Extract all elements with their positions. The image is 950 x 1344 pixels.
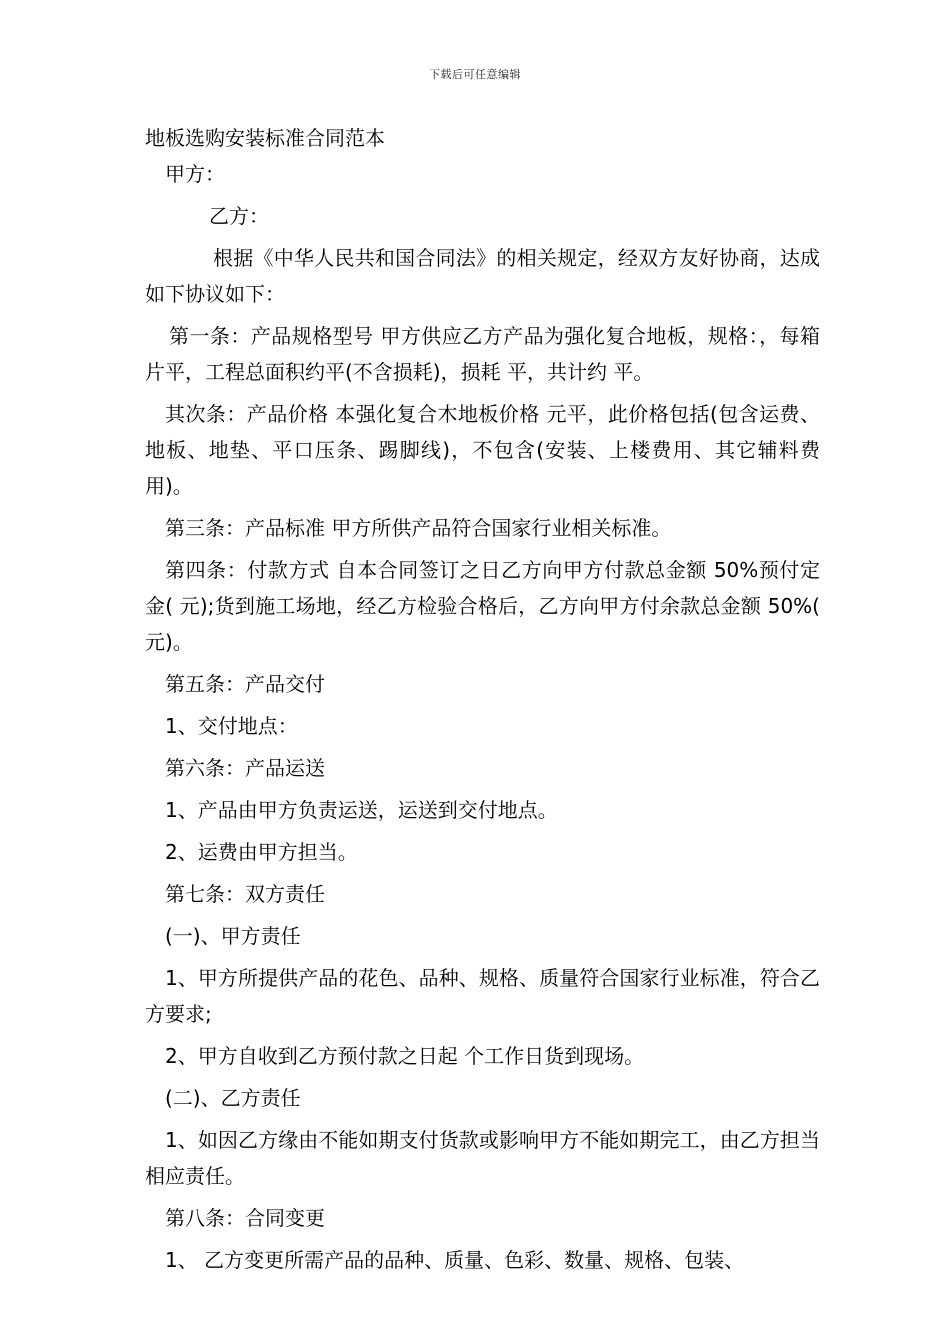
party-a-line: 甲方： xyxy=(165,162,225,186)
document-body xyxy=(145,120,820,1284)
document-title: 地板选购安装标准合同范本 xyxy=(145,126,385,150)
party-b-line: 乙方： xyxy=(209,204,269,228)
article-6: 第六条：产品运送 xyxy=(165,756,325,780)
article-7-section-a: (一)、甲方责任 xyxy=(165,924,301,948)
article-7-b-item-1: 1、如因乙方缘由不能如期支付货款或影响甲方不能如期完工，由乙方担当相应责任。 xyxy=(145,1128,820,1188)
article-6-item-1: 1、产品由甲方负责运送，运送到交付地点。 xyxy=(165,798,558,822)
header-note: 下载后可任意编辑 xyxy=(429,68,521,81)
article-7: 第七条：双方责任 xyxy=(165,882,325,906)
article-1: 第一条：产品规格型号 甲方供应乙方产品为强化复合地板，规格：，每箱片平，工程总面积约平(不含损耗)，损耗 平，共计约 平。 xyxy=(145,324,820,384)
article-8: 第八条：合同变更 xyxy=(165,1206,325,1230)
article-4: 第四条：付款方式 自本合同签订之日乙方向甲方付款总金额 50%预付定金( 元);货到施工场地，经乙方检验合格后，乙方向甲方付余款总金额 50%( 元)。 xyxy=(145,558,820,654)
article-7-a-item-1: 1、甲方所提供产品的花色、品种、规格、质量符合国家行业标准，符合乙方要求; xyxy=(145,966,820,1026)
article-2: 其次条：产品价格 本强化复合木地板价格 元平，此价格包括(包含运费、地板、地垫、平口压条、踢脚线)，不包含(安装、上楼费用、其它辅料费用)。 xyxy=(145,402,820,498)
article-7-section-b: (二)、乙方责任 xyxy=(165,1086,301,1110)
intro-paragraph: 根据《中华人民共和国合同法》的相关规定，经双方友好协商，达成如下协议如下： xyxy=(145,246,820,306)
article-5: 第五条：产品交付 xyxy=(165,672,325,696)
article-7-a-item-2: 2、甲方自收到乙方预付款之日起 个工作日货到现场。 xyxy=(165,1044,645,1068)
article-8-item-1: 1、 乙方变更所需产品的品种、质量、色彩、数量、规格、包装、 xyxy=(165,1248,745,1272)
article-6-item-2: 2、运费由甲方担当。 xyxy=(165,840,358,864)
article-3: 第三条：产品标准 甲方所供产品符合国家行业相关标准。 xyxy=(165,516,672,540)
article-5-item-1: 1、交付地点： xyxy=(165,714,298,738)
